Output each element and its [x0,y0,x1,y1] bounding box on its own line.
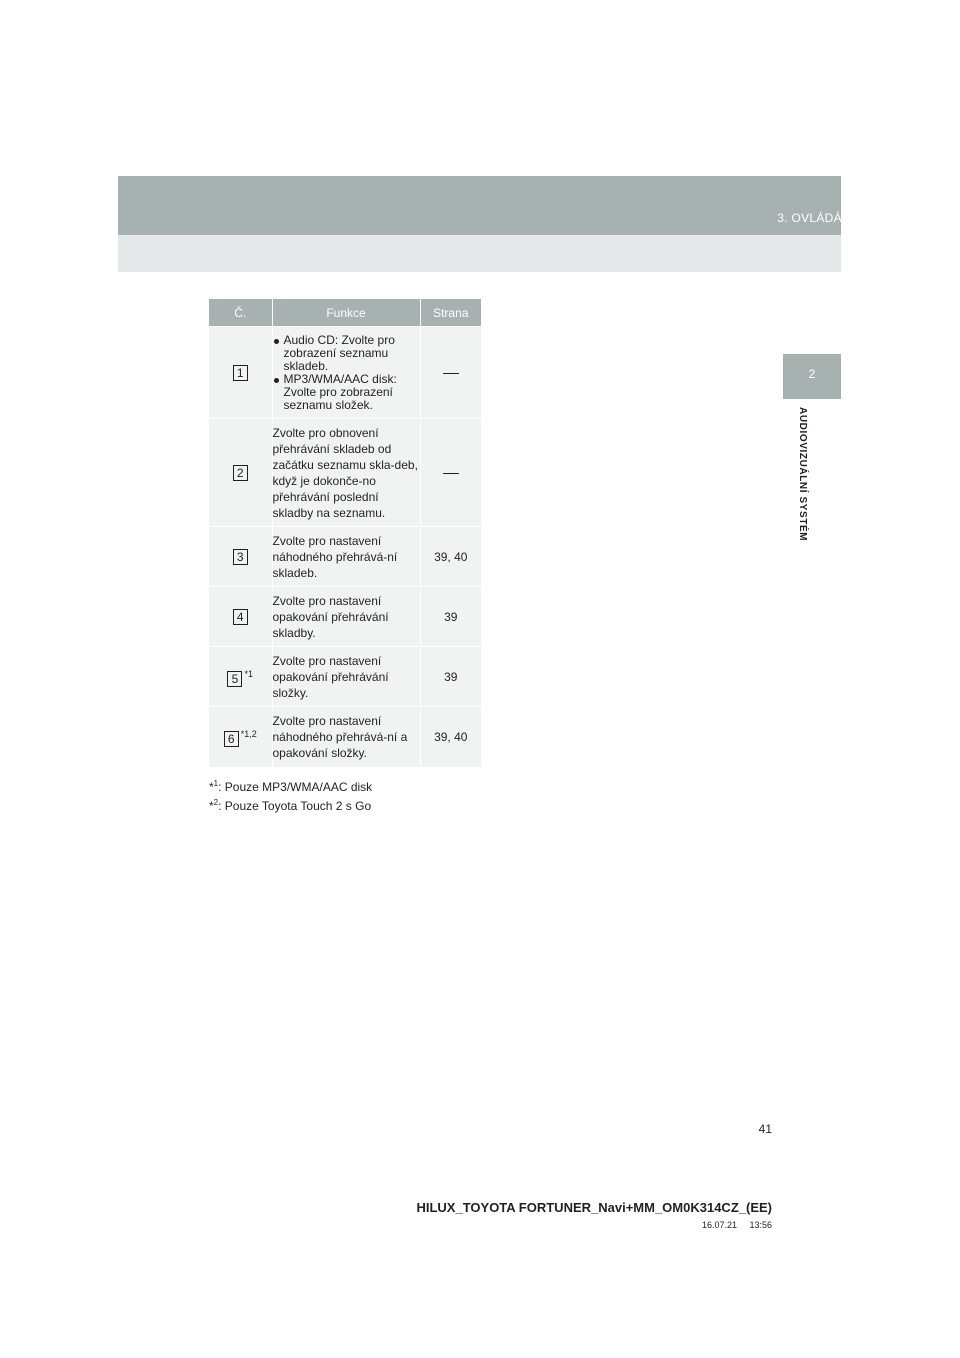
row-number-cell [209,647,272,707]
footnote-text: : Pouze MP3/WMA/AAC disk [218,780,373,794]
dash-mark [443,473,459,474]
document-date: 16.07.21 13:56 [701,1220,772,1230]
footnote-ref: *1 [244,669,253,680]
table-row [209,707,481,767]
header-subband [118,235,841,272]
table-row [209,587,481,647]
number-box-4: 4 [233,609,248,625]
footnote-sup: 2 [213,798,219,807]
chapter-number: 2 [808,367,816,381]
page-cell [420,327,481,419]
page-cell [420,419,481,527]
number-box-2: 2 [233,465,248,481]
table-row [209,647,481,707]
bullet-item: Audio CD: Zvolte pro zobrazení seznamu skladeb. [273,334,420,373]
row-number-cell [209,527,272,587]
page-number: 41 [758,1122,772,1136]
number-box-5: 5 [227,671,242,687]
section-title: 3. OVLÁDÁNÍ MÉDIÍ [777,211,893,225]
row-number-cell [209,707,272,767]
function-cell: Zvolte pro nastavení náhodného přehrává-ní a opakování složky. [272,707,420,767]
page-cell: 39, 40 [420,527,481,587]
table-row [209,327,481,419]
footnotes [209,776,372,814]
footnote [209,795,372,814]
function-cell: Zvolte pro obnovení přehrávání skladeb od začátku seznamu skla-deb, když je dokonče-no přehrávání poslední skladby na seznamu. [272,419,420,527]
number-box-3: 3 [233,549,248,565]
row-number-cell [209,327,272,419]
table-header-row [209,299,481,327]
header-page: Strana [420,299,481,327]
function-cell [272,327,420,419]
dash-mark [443,373,459,374]
function-cell: Zvolte pro nastavení opakování přehrávání skladby. [272,587,420,647]
footnote-text: : Pouze Toyota Touch 2 s Go [218,799,372,813]
bullet-list [273,334,420,412]
table-row [209,527,481,587]
page-cell: 39, 40 [420,707,481,767]
function-cell: Zvolte pro nastavení opakování přehrávání složky. [272,647,420,707]
document-id: HILUX_TOYOTA FORTUNER_Navi+MM_OM0K314CZ_(EE) [416,1200,772,1215]
chapter-title: AUDIOVIZUÁLNÍ SYSTÉM [797,407,808,542]
page-cell: 39 [420,647,481,707]
footnote-sup: 1 [213,779,219,788]
footnote [209,776,372,795]
footnote-mark: * [209,799,214,813]
table-row [209,419,481,527]
page-cell: 39 [420,587,481,647]
row-number-cell [209,419,272,527]
header-number: Č. [209,299,272,327]
header-function: Funkce [272,299,420,327]
number-box-6: 6 [224,731,239,747]
bullet-item: MP3/WMA/AAC disk: Zvolte pro zobrazení seznamu složek. [273,373,420,412]
function-table [209,299,481,767]
function-cell: Zvolte pro nastavení náhodného přehrává-ní skladeb. [272,527,420,587]
footnote-ref: *1,2 [240,729,257,740]
chapter-tab [783,354,841,399]
header-band [118,176,841,235]
row-number-cell [209,587,272,647]
number-box-1: 1 [233,365,248,381]
footnote-mark: * [209,780,214,794]
